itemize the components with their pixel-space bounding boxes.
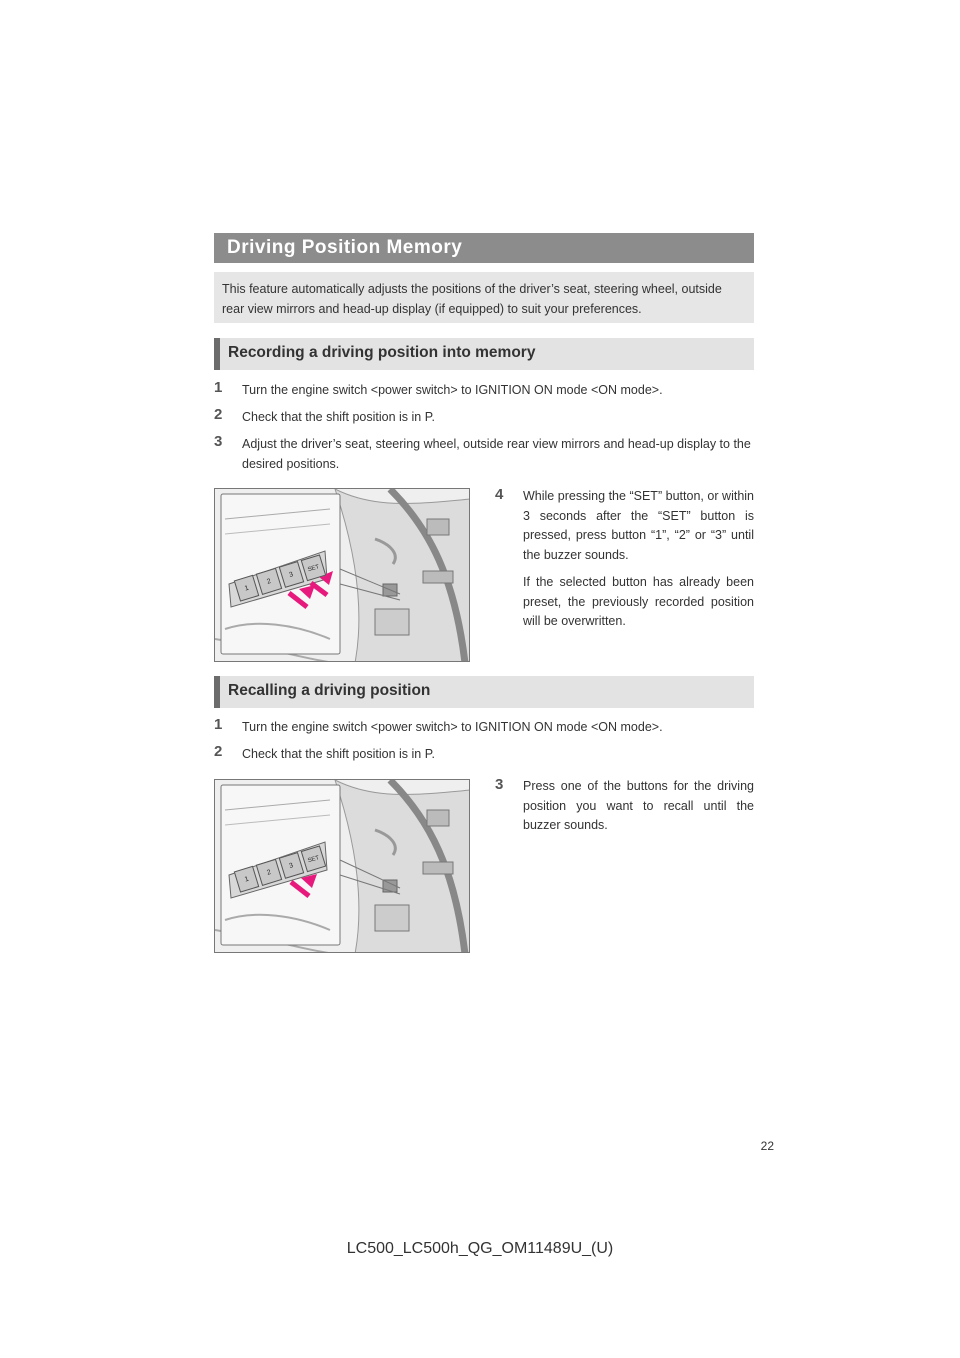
- recall-buttons-illustration: [214, 779, 470, 953]
- step-number: 1: [214, 716, 223, 733]
- list-item: [214, 717, 754, 737]
- memory-button-1: 1: [234, 866, 260, 893]
- footer-doc-code: LC500_LC500h_QG_OM11489U_(U): [346, 1240, 614, 1257]
- step-number: 4: [495, 486, 504, 503]
- step-text: Adjust the driver’s seat, steering wheel, outside rear view mirrors and head-up display to the desired positions.: [242, 437, 751, 471]
- page-title-bar: [214, 233, 754, 263]
- list-item: [495, 487, 754, 640]
- list-item: [495, 777, 754, 844]
- list-item: [214, 744, 754, 764]
- set-button: SET: [300, 554, 326, 581]
- step-number: 2: [214, 406, 223, 423]
- section-heading-text: Recalling a driving position: [228, 682, 431, 699]
- step-text: Turn the engine switch <power switch> to IGNITION ON mode <ON mode>.: [242, 720, 663, 734]
- intro-text: This feature automatically adjusts the positions of the driver’s seat, steering wheel, outside rear view mirrors and head-up display (if equipped) to suit your preferences.: [214, 272, 754, 323]
- page-title: Driving Position Memory: [227, 237, 463, 258]
- step-number: 3: [214, 433, 223, 450]
- memory-button-3: 3: [278, 852, 304, 879]
- step-number: 1: [214, 379, 223, 396]
- memory-button-3: 3: [278, 561, 304, 588]
- memory-button-1: 1: [234, 575, 260, 602]
- memory-buttons-illustration: [214, 488, 470, 662]
- set-button: SET: [300, 845, 326, 872]
- list-item: [214, 434, 754, 474]
- section-heading-recalling: [214, 676, 754, 708]
- memory-button-2: 2: [256, 568, 282, 595]
- list-item: [214, 380, 754, 400]
- section-heading-text: Recording a driving position into memory: [228, 344, 536, 361]
- step-text: Check that the shift position is in P.: [242, 410, 435, 424]
- page-number: 22: [760, 1139, 774, 1153]
- section-heading-recording: [214, 338, 754, 370]
- step-text: Press one of the buttons for the driving position you want to recall until the buzzer sounds.: [523, 779, 754, 832]
- step-note: If the selected button has already been preset, the previously recorded position will be overwritten.: [523, 575, 754, 628]
- step-text: Turn the engine switch <power switch> to IGNITION ON mode <ON mode>.: [242, 383, 663, 397]
- memory-button-2: 2: [256, 859, 282, 886]
- step-text: While pressing the “SET” button, or within 3 seconds after the “SET” button is pressed, press button “1”, “2” or “3” until the buzzer sounds.: [523, 489, 754, 562]
- list-item: [214, 407, 754, 427]
- step-text: Check that the shift position is in P.: [242, 747, 435, 761]
- step-number: 3: [495, 776, 504, 793]
- step-number: 2: [214, 743, 223, 760]
